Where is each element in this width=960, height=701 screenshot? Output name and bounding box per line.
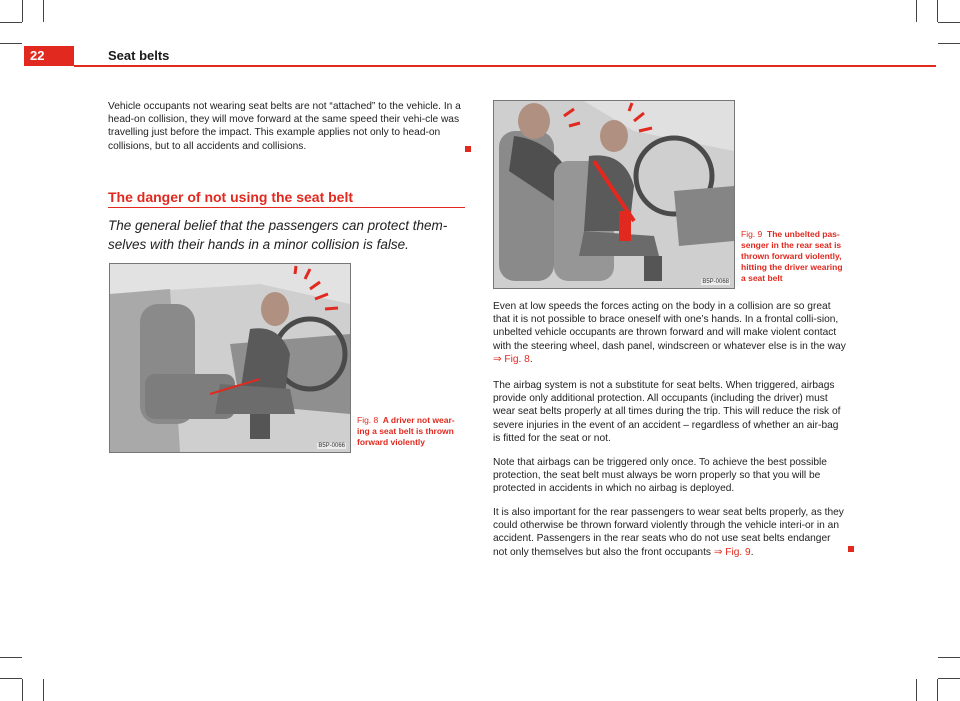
crop-mark	[937, 0, 938, 22]
figure-9-caption	[741, 229, 849, 284]
paragraph-text: It is also important for the rear passengers to wear seat belts properly, as they could otherwise be thrown forward violently through the vehicle interi-or in an accident. Passengers in the rear seats who do not use seat belts endanger not only themselves but also the front occupants	[493, 507, 844, 558]
section-rule	[108, 207, 465, 208]
figure-9-link[interactable]: ⇒ Fig. 9	[713, 546, 751, 558]
figure-label: Fig. 8	[357, 415, 379, 425]
intro-paragraph: Vehicle occupants not wearing seat belts are not “attached” to the vehicle. In a head-on collision, they will move forward at the same speed their vehi-cle was travelling just before the impact. This example applies not only to head-on collisions, but to all accidents and collisions.	[108, 101, 461, 152]
paragraph-text: Even at low speeds the forces acting on the body in a collision are so great that it is not possible to brace oneself with one’s hands. In a frontal colli-sion, unbelted vehicle occupants are thrown forward and will make violent contact with the steering wheel, dash panel, windscreen or whatever else is in the way	[493, 301, 846, 352]
crop-mark	[43, 679, 44, 701]
crop-mark	[0, 22, 22, 23]
crop-mark	[0, 657, 22, 658]
crop-mark	[0, 43, 22, 44]
crop-mark	[938, 657, 960, 658]
body-paragraph-2: The airbag system is not a substitute for seat belts. When triggered, airbags provide only additional protection. All occupants (including the driver) must wear seat belts properly at all times during the trip. This will reduce the risk of severe injuries in the event of an accident – regardless of whether an air-bag is fitted for the seat or not.	[493, 380, 841, 444]
page-number: 22	[30, 48, 45, 63]
body-paragraph-4: It is also important for the rear passengers to wear seat belts properly, as they could otherwise be thrown forward violently through the vehicle interi-or in an accident. Passengers in the rear seats who do not use seat belts endanger not only themselves but also the front occupants ⇒ Fig. 9.	[493, 507, 844, 558]
crop-mark	[22, 0, 23, 22]
header-rule	[74, 65, 936, 67]
crop-mark	[938, 678, 960, 679]
caption-text: A driver not wear-ing a seat belt is thrown forward violently	[357, 415, 455, 447]
figure-label: Fig. 9	[741, 229, 763, 239]
figure-8-caption	[357, 415, 463, 448]
end-mark-icon	[465, 146, 471, 152]
crop-mark	[22, 679, 23, 701]
section-subtitle: The general belief that the passengers can protect them-selves with their hands in a minor collision is false.	[108, 218, 448, 252]
crop-mark	[938, 22, 960, 23]
end-mark-icon	[848, 546, 854, 552]
figure-8-link[interactable]: ⇒ Fig. 8	[493, 353, 530, 365]
figure-8-illustration	[109, 263, 351, 453]
rear-passenger-illustration	[494, 101, 734, 288]
crop-mark	[43, 0, 44, 22]
crop-mark	[916, 679, 917, 701]
caption-text: The unbelted pas-senger in the rear seat is thrown forward violently, hitting the driver wearing a seat belt	[741, 229, 843, 283]
crop-mark	[0, 678, 22, 679]
body-paragraph-1: Even at low speeds the forces acting on the body in a collision are so great that it is not possible to brace oneself with one’s hands. In a frontal colli-sion, unbelted vehicle occupants are thrown forward and will make violent contact with the steering wheel, dash panel, windscreen or whatever else is in the way ⇒ Fig. 8.	[493, 301, 846, 365]
figure-9-illustration	[493, 100, 735, 289]
crop-mark	[937, 679, 938, 701]
figure-code: B5P-0068	[702, 279, 729, 285]
driver-illustration	[110, 264, 350, 452]
crop-mark	[938, 43, 960, 44]
page-title: Seat belts	[108, 48, 170, 63]
body-paragraph-3: Note that airbags can be triggered only once. To achieve the best possible protection, the seat belt must always be worn properly so that you will be protected in accidents in which no airbag is deployed.	[493, 457, 827, 495]
section-title: The danger of not using the seat belt	[108, 189, 354, 205]
crop-mark	[916, 0, 917, 22]
figure-code: B5P-0066	[318, 443, 345, 449]
